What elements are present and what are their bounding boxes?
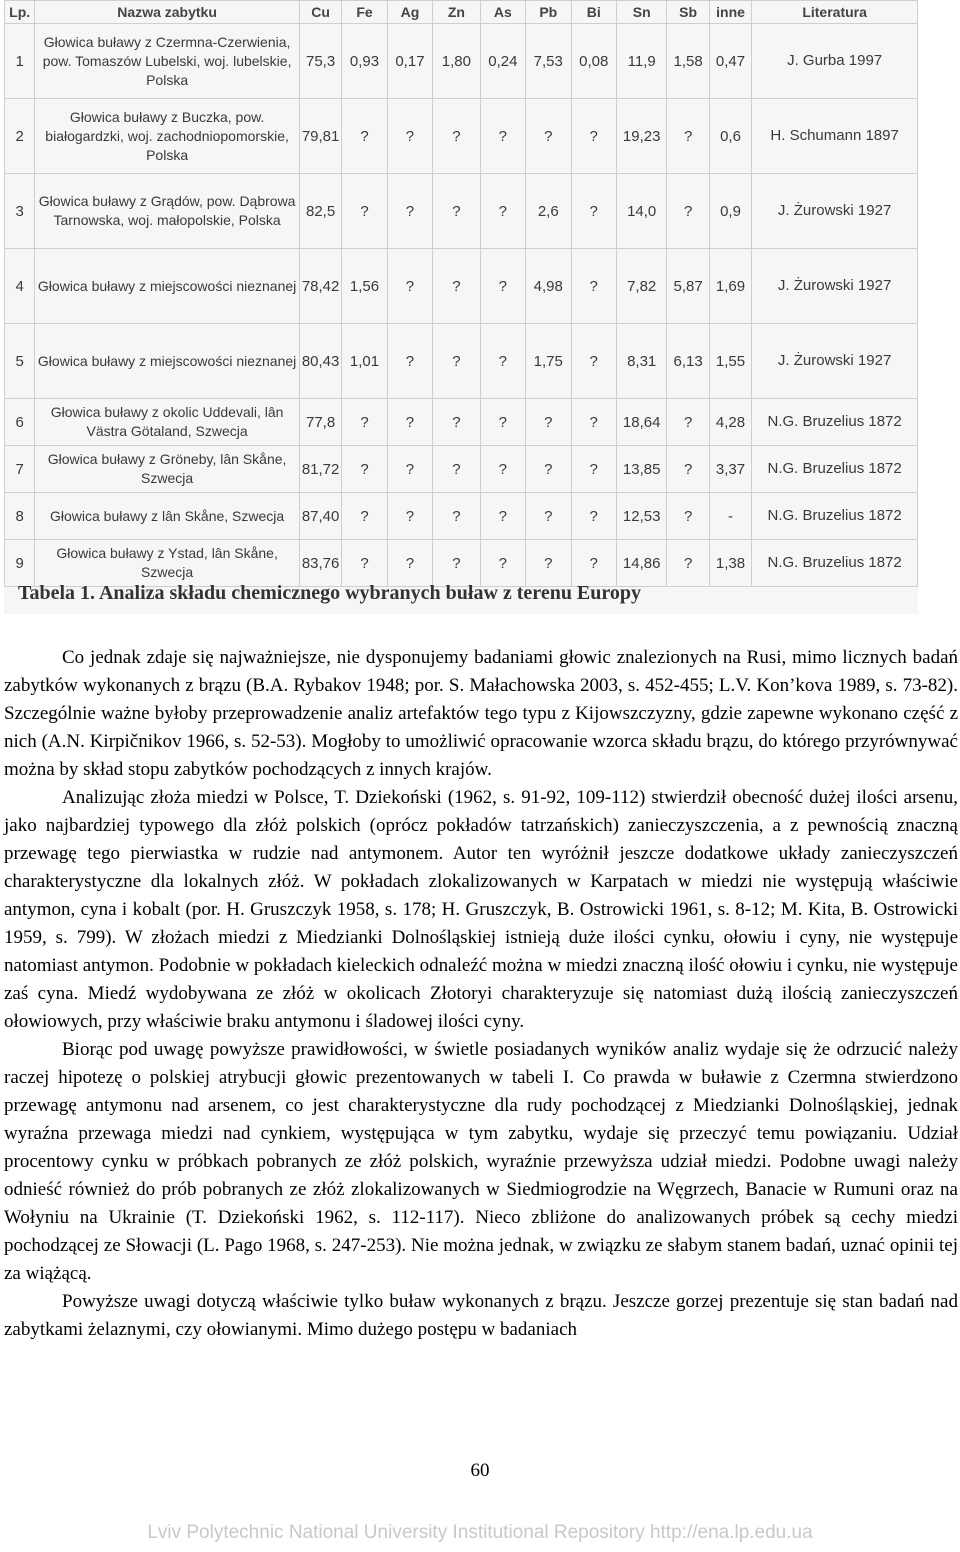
cell-sb: ? (667, 540, 709, 587)
header-pb: Pb (526, 1, 571, 24)
cell-sn: 8,31 (616, 324, 666, 399)
cell-as: 0,24 (480, 24, 525, 99)
cell-lp: 3 (5, 174, 35, 249)
cell-lp: 8 (5, 493, 35, 540)
header-ag: Ag (387, 1, 432, 24)
cell-inne: 1,55 (709, 324, 751, 399)
cell-ag: ? (387, 446, 432, 493)
cell-name: Głowica buławy z Czermna-Czerwienia, pow. Tomaszów Lubelski, woj. lubelskie, Polska (35, 24, 300, 99)
cell-zn: ? (433, 446, 480, 493)
cell-bi: ? (571, 249, 616, 324)
cell-bi: ? (571, 324, 616, 399)
cell-inne: 1,69 (709, 249, 751, 324)
cell-as: ? (480, 174, 525, 249)
composition-table (4, 0, 918, 587)
header-as: As (480, 1, 525, 24)
cell-fe: ? (342, 174, 387, 249)
cell-sn: 19,23 (616, 99, 666, 174)
header-bi: Bi (571, 1, 616, 24)
table-row (5, 540, 918, 587)
cell-zn: ? (433, 249, 480, 324)
cell-cu: 80,43 (299, 324, 341, 399)
header-name: Nazwa zabytku (35, 1, 300, 24)
cell-fe: 1,56 (342, 249, 387, 324)
cell-sn: 14,86 (616, 540, 666, 587)
cell-pb: 2,6 (526, 174, 571, 249)
cell-name: Głowica buławy z lân Skåne, Szwecja (35, 493, 300, 540)
cell-fe: ? (342, 399, 387, 446)
cell-fe: ? (342, 446, 387, 493)
cell-name: Głowica buławy z Ystad, lân Skåne, Szwecja (35, 540, 300, 587)
cell-ag: ? (387, 540, 432, 587)
cell-lp: 2 (5, 99, 35, 174)
cell-literatura: J. Żurowski 1927 (752, 174, 918, 249)
header-sb: Sb (667, 1, 709, 24)
cell-sn: 7,82 (616, 249, 666, 324)
cell-pb: ? (526, 399, 571, 446)
cell-fe: 1,01 (342, 324, 387, 399)
cell-cu: 81,72 (299, 446, 341, 493)
table-row (5, 24, 918, 99)
table-row (5, 446, 918, 493)
cell-name: Głowica buławy z Grądów, pow. Dąbrowa Tarnowska, woj. małopolskie, Polska (35, 174, 300, 249)
cell-sn: 14,0 (616, 174, 666, 249)
cell-pb: ? (526, 493, 571, 540)
header-cu: Cu (299, 1, 341, 24)
cell-bi: 0,08 (571, 24, 616, 99)
header-sn: Sn (616, 1, 666, 24)
cell-literatura: J. Żurowski 1927 (752, 249, 918, 324)
cell-bi: ? (571, 99, 616, 174)
paragraph: Biorąc pod uwagę powyższe prawidłowości, w świetle posiadanych wyników analiz wydaje się że odrzucić należy raczej hipotezę o polskiej atrybucji głowic prezentowanych w tabeli I. Co prawda w buławie z Czermna stwierdzono przewagę antymonu nad arsenem, co jest charakterystyczne dla rudy pochodzącej z Miedzianki Dolnośląskiej, jednak wyraźna przewaga miedzi nad cynkiem, występująca w tym zabytku, wydaje się przeczyć temu powiązaniu. Udział procentowy cynku w próbkach pobranych ze złóż polskich, wyraźnie przewyższa udział miedzi. Podobne uwagi należy odnieść również do prób pobranych ze złóż zlokalizowanych w Siedmiogrodzie na Węgrzech, Banacie w Rumuni oraz na Wołyniu na Ukrainie (T. Dziekoński 1962, s. 112-117). Nieco zbliżone do analizowanych próbek są cechy miedzi pochodzącej ze Słowacji (L. Pago 1968, s. 247-253). Nie można jednak, w związku ze słabym stanem badań, uznać opinii tej za wiążącą. (4, 1039, 958, 1284)
cell-pb: 4,98 (526, 249, 571, 324)
cell-lp: 6 (5, 399, 35, 446)
cell-ag: ? (387, 493, 432, 540)
cell-name: Głowica buławy z Gröneby, lân Skåne, Szwecja (35, 446, 300, 493)
cell-name: Głowica buławy z okolic Uddevali, lân Västra Götaland, Szwecja (35, 399, 300, 446)
cell-ag: ? (387, 99, 432, 174)
cell-zn: ? (433, 324, 480, 399)
cell-sb: 6,13 (667, 324, 709, 399)
table-row (5, 324, 918, 399)
cell-inne: 3,37 (709, 446, 751, 493)
cell-cu: 82,5 (299, 174, 341, 249)
table-figure (4, 0, 918, 614)
cell-inne: 4,28 (709, 399, 751, 446)
cell-lp: 7 (5, 446, 35, 493)
cell-literatura: N.G. Bruzelius 1872 (752, 493, 918, 540)
cell-lp: 5 (5, 324, 35, 399)
cell-ag: ? (387, 249, 432, 324)
cell-bi: ? (571, 446, 616, 493)
cell-ag: ? (387, 174, 432, 249)
cell-fe: 0,93 (342, 24, 387, 99)
cell-literatura: H. Schumann 1897 (752, 99, 918, 174)
cell-literatura: J. Żurowski 1927 (752, 324, 918, 399)
table-row (5, 174, 918, 249)
table-caption: Tabela 1. Analiza składu chemicznego wybranych buław z terenu Europy (18, 582, 642, 604)
header-fe: Fe (342, 1, 387, 24)
cell-literatura: N.G. Bruzelius 1872 (752, 399, 918, 446)
cell-sn: 13,85 (616, 446, 666, 493)
cell-zn: ? (433, 540, 480, 587)
cell-sb: ? (667, 399, 709, 446)
cell-pb: 1,75 (526, 324, 571, 399)
header-lp: Lp. (5, 1, 35, 24)
body-text (4, 644, 958, 1344)
cell-sb: ? (667, 446, 709, 493)
cell-pb: ? (526, 446, 571, 493)
cell-zn: ? (433, 99, 480, 174)
cell-bi: ? (571, 399, 616, 446)
table-row (5, 249, 918, 324)
cell-sb: ? (667, 493, 709, 540)
cell-as: ? (480, 446, 525, 493)
cell-lp: 1 (5, 24, 35, 99)
cell-literatura: N.G. Bruzelius 1872 (752, 446, 918, 493)
table-header-row (5, 1, 918, 24)
cell-bi: ? (571, 540, 616, 587)
cell-name: Głowica buławy z miejscowości nieznanej (35, 249, 300, 324)
header-zn: Zn (433, 1, 480, 24)
cell-lp: 4 (5, 249, 35, 324)
cell-inne: - (709, 493, 751, 540)
cell-ag: ? (387, 324, 432, 399)
cell-pb: 7,53 (526, 24, 571, 99)
cell-as: ? (480, 399, 525, 446)
table-row (5, 493, 918, 540)
cell-as: ? (480, 540, 525, 587)
cell-lp: 9 (5, 540, 35, 587)
cell-name: Głowica buławy z miejscowości nieznanej (35, 324, 300, 399)
cell-literatura: J. Gurba 1997 (752, 24, 918, 99)
table-row (5, 399, 918, 446)
cell-zn: 1,80 (433, 24, 480, 99)
cell-bi: ? (571, 493, 616, 540)
cell-as: ? (480, 493, 525, 540)
cell-bi: ? (571, 174, 616, 249)
repository-footer: Lviv Polytechnic National University Institutional Repository http://ena.lp.edu.ua (147, 1522, 813, 1543)
cell-inne: 0,9 (709, 174, 751, 249)
cell-sn: 11,9 (616, 24, 666, 99)
cell-inne: 0,6 (709, 99, 751, 174)
cell-inne: 0,47 (709, 24, 751, 99)
paragraph: Co jednak zdaje się najważniejsze, nie dysponujemy badaniami głowic znalezionych na Rusi, mimo licznych badań zabytków wykonanych z brązu (B.A. Rybakov 1948; por. S. Małachowska 2003, s. 452-455; L.V. Kon’kova 1989, s. 73-82). Szczególnie ważne byłoby przeprowadzenie analiz artefaktów tego typu z Kijowszczyzny, gdzie zapewne wykonano część z nich (A.N. Kirpičnikov 1966, s. 52-53). Mogłoby to umożliwić opracowanie wzorca składu brązu, do którego przyrównywać można by skład stopu zabytków pochodzących z innych krajów. (4, 647, 958, 780)
cell-cu: 83,76 (299, 540, 341, 587)
cell-as: ? (480, 324, 525, 399)
cell-literatura: N.G. Bruzelius 1872 (752, 540, 918, 587)
table-row (5, 99, 918, 174)
cell-inne: 1,38 (709, 540, 751, 587)
cell-fe: ? (342, 540, 387, 587)
page-number: 60 (470, 1460, 490, 1481)
cell-fe: ? (342, 99, 387, 174)
cell-zn: ? (433, 174, 480, 249)
cell-sn: 18,64 (616, 399, 666, 446)
cell-fe: ? (342, 493, 387, 540)
cell-sb: 5,87 (667, 249, 709, 324)
cell-sb: ? (667, 99, 709, 174)
cell-cu: 79,81 (299, 99, 341, 174)
cell-ag: 0,17 (387, 24, 432, 99)
cell-sb: ? (667, 174, 709, 249)
paragraph: Analizując złoża miedzi w Polsce, T. Dziekoński (1962, s. 91-92, 109-112) stwierdził obecność dużej ilości arsenu, jako najbardziej typowego dla złóż polskich (oprócz pokładów tatrzańskich) zanieczyszczenia, a z pewnością znaczną przewagę tego pierwiastka w rudzie nad antymonem. Autor ten wyróżnił jeszcze dodatkowe układy zanieczyszczeń charakterystyczne dla lokalnych złóż. W pokładach zlokalizowanych w Karpatach w miedzi nie występują właściwie antymon, cyna i kobalt (por. H. Gruszczyk 1958, s. 178; H. Gruszczyk, B. Ostrowicki 1961, s. 8-12; M. Kita, B. Ostrowicki 1959, s. 799). W złożach miedzi z Miedzianki Dolnośląskiej istnieją duże ilości cynku, ołowiu i cyny, nie występuje natomiast antymon. Podobnie w pokładach kieleckich odnaleźć można w miedzi znaczną ilość ołowiu i cynku, nie występuje zaś cyna. Miedź wydobywana ze złóż w okolicach Złotoryi charakteryzuje się natomiast dużą ilością zanieczyszczeń ołowiowych, przy właściwie braku antymonu i śladowej ilości cyny. (4, 787, 958, 1032)
header-inne: inne (709, 1, 751, 24)
cell-pb: ? (526, 540, 571, 587)
cell-cu: 87,40 (299, 493, 341, 540)
cell-as: ? (480, 249, 525, 324)
cell-cu: 77,8 (299, 399, 341, 446)
cell-ag: ? (387, 399, 432, 446)
cell-sn: 12,53 (616, 493, 666, 540)
cell-zn: ? (433, 399, 480, 446)
paragraph: Powyższe uwagi dotyczą właściwie tylko buław wykonanych z brązu. Jeszcze gorzej prezentuje się stan badań nad zabytkami żelaznymi, czy ołowianymi. Mimo dużego postępu w badaniach (4, 1291, 958, 1340)
cell-as: ? (480, 99, 525, 174)
cell-cu: 75,3 (299, 24, 341, 99)
cell-name: Głowica buławy z Buczka, pow. białogardzki, woj. zachodniopomorskie, Polska (35, 99, 300, 174)
cell-cu: 78,42 (299, 249, 341, 324)
header-literatura: Literatura (752, 1, 918, 24)
cell-zn: ? (433, 493, 480, 540)
cell-pb: ? (526, 99, 571, 174)
cell-sb: 1,58 (667, 24, 709, 99)
